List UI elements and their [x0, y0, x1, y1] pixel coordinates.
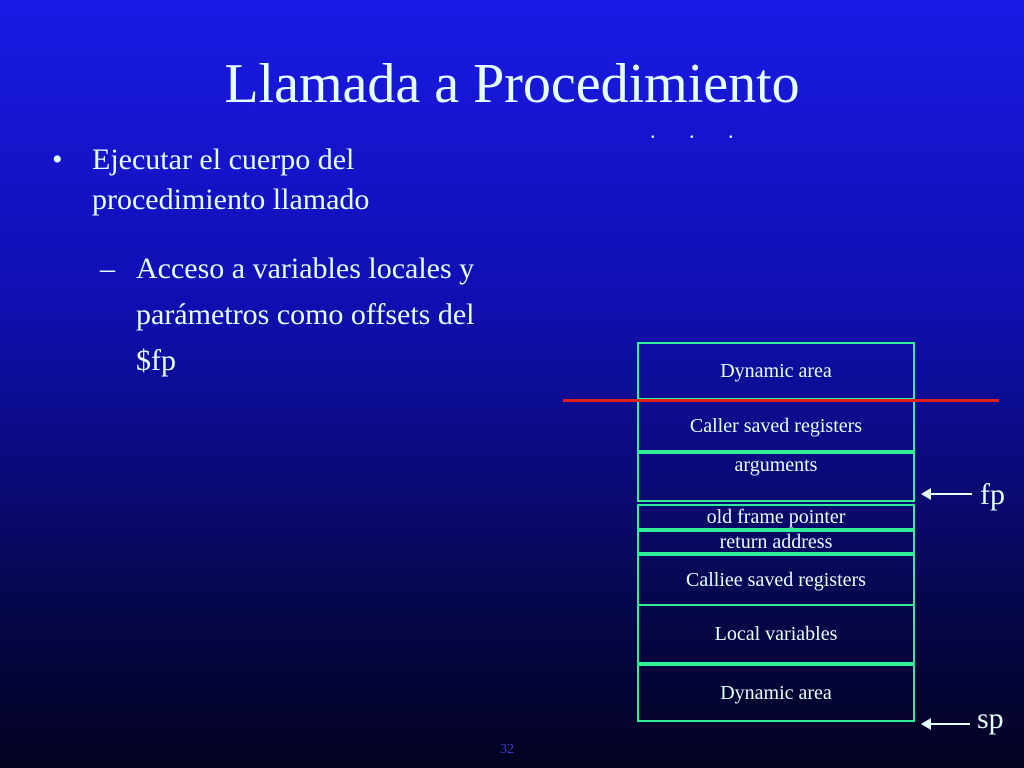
stack-cell-local-variables: Local variables	[637, 604, 915, 664]
stack-cell-caller-saved-registers: Caller saved registers	[637, 400, 915, 452]
slide-title: Llamada a Procedimiento	[224, 53, 800, 115]
bullet-mark: •	[52, 143, 63, 176]
sp-arrow-line	[928, 723, 970, 725]
stack-cell-return-address: return address	[637, 530, 915, 554]
stack-cell-arguments: arguments	[637, 452, 915, 502]
stack-cell-old-frame-pointer: old frame pointer	[637, 504, 915, 530]
bullet-item	[52, 140, 482, 220]
stack-cell-dynamic-area-bottom: Dynamic area	[637, 664, 915, 722]
stack-cell-dynamic-area-top: Dynamic area	[637, 342, 915, 400]
sp-label: sp	[977, 702, 1004, 735]
stack-cell-callee-saved-registers: Calliee saved registers	[637, 554, 915, 606]
bullet-text: Ejecutar el cuerpo del procedimiento llamado	[92, 143, 370, 216]
fp-arrow-line	[928, 493, 972, 495]
fp-label: fp	[980, 478, 1005, 511]
ellipsis: . . .	[650, 118, 748, 143]
sub-bullet-text: Acceso a variables locales y parámetros como offsets del $fp	[136, 252, 475, 377]
divider-line	[563, 399, 999, 402]
page-number: 32	[500, 742, 514, 757]
sub-bullet-mark: –	[100, 252, 115, 285]
sub-bullet-item	[100, 246, 500, 384]
